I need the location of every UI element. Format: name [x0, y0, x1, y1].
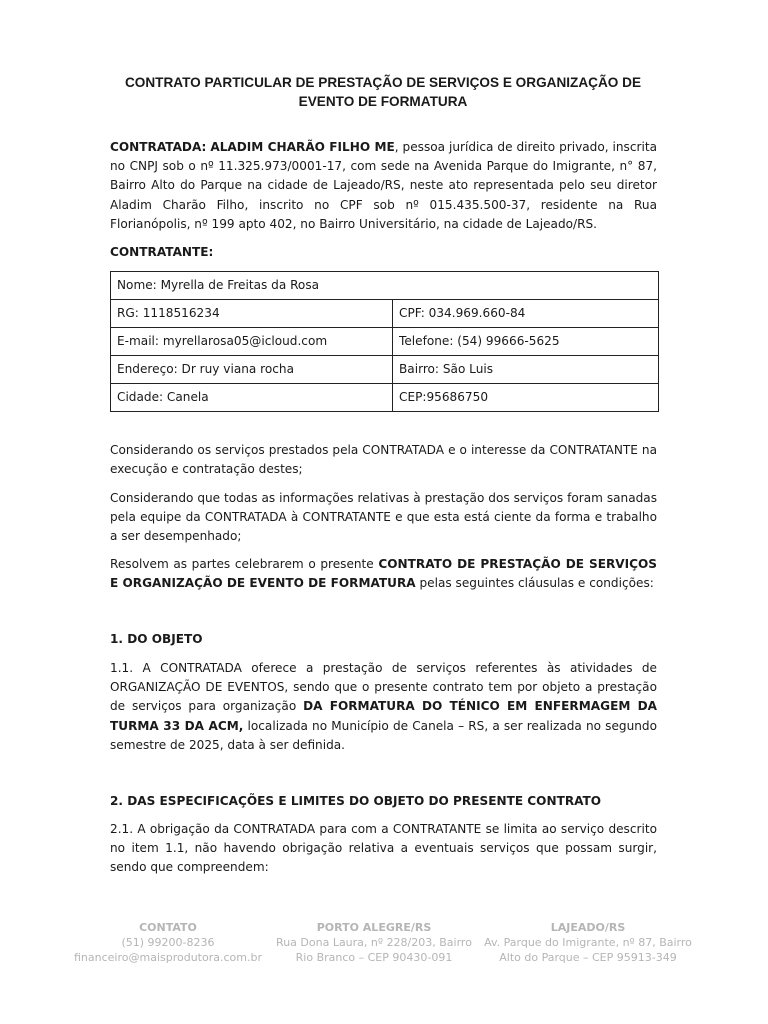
- considerando-paragraph-1: Considerando os serviços prestados pela CONTRATADA e o interesse da CONTRATANTE na execução e contratação destes;: [110, 443, 657, 477]
- footer-contato: [60, 920, 276, 965]
- section-1-paragraph: [110, 659, 657, 755]
- contratante-table: [110, 271, 659, 412]
- contratada-text: , pessoa jurídica de direito privado, inscrita no CNPJ sob o nº 11.325.973/0001-17, com sede na Avenida Parque do Imigrante, n° 87, Bairro Alto do Parque na cidade de Lajeado/RS, neste ato representada pelo seu diretor Aladim Charão Filho, inscrito no CPF sob nº 015.435.500-37, residente na Rua Florianópolis, nº 199 apto 402, no Bairro Universitário, na cidade de Lajeado/RS.: [110, 140, 657, 231]
- contratada-label: CONTRATADA:: [110, 140, 207, 154]
- resolvem-pre: Resolvem as partes celebrarem o presente: [110, 557, 379, 571]
- resolvem-post: pelas seguintes cláusulas e condições:: [415, 576, 654, 591]
- contratante-label: CONTRATANTE:: [110, 245, 214, 259]
- contratada-paragraph: [110, 138, 657, 234]
- email-cell: E-mail: myrellarosa05@icloud.com: [111, 328, 393, 356]
- page-footer: [0, 920, 768, 972]
- footer-contato-heading: CONTATO: [139, 921, 197, 934]
- considerando-paragraph-2: Considerando que todas as informações relativas à prestação dos serviços foram sanadas pela equipe da CONTRATADA à CONTRATANTE e que esta está ciente da forma e trabalho a ser desempenhado;: [110, 491, 657, 544]
- footer-contato-phone: (51) 99200-8236: [121, 936, 215, 949]
- footer-lajeado-line-2: Alto do Parque – CEP 95913-349: [499, 951, 677, 964]
- section-2-heading: 2. DAS ESPECIFICAÇÕES E LIMITES DO OBJETO DO PRESENTE CONTRATO: [110, 794, 602, 808]
- footer-lajeado-heading: LAJEADO/RS: [550, 921, 626, 934]
- document-title: [100, 73, 666, 111]
- section-1-text-post: localizada no Município de Canela – RS, a ser realizada no segundo semestre de 2025, data à ser definida.: [110, 718, 658, 752]
- title-line-1: CONTRATO PARTICULAR DE PRESTAÇÃO DE SERVIÇOS E ORGANIZAÇÃO DE: [124, 75, 642, 90]
- nome-cell: Nome: Myrella de Freitas da Rosa: [111, 272, 659, 300]
- table-row: [111, 328, 659, 356]
- footer-contato-email: financeiro@maisprodutora.com.br: [74, 951, 262, 964]
- footer-porto-alegre: [276, 920, 472, 965]
- title-line-2: EVENTO DE FORMATURA: [298, 94, 468, 109]
- footer-lajeado-line-1: Av. Parque do Imigrante, nº 87, Bairro: [484, 936, 692, 949]
- section-1-heading: 1. DO OBJETO: [110, 632, 203, 646]
- bairro-cell: Bairro: São Luis: [393, 356, 659, 384]
- telefone-cell: Telefone: (54) 99666-5625: [393, 328, 659, 356]
- cep-cell: CEP:95686750: [393, 384, 659, 412]
- footer-porto-alegre-heading: PORTO ALEGRE/RS: [316, 921, 432, 934]
- table-row: [111, 300, 659, 328]
- resolvem-paragraph: [110, 555, 657, 593]
- table-row: [111, 384, 659, 412]
- resolvem-contract-name: CONTRATO DE PRESTAÇÃO DE SERVIÇOS E ORGANIZAÇÃO DE EVENTO DE FORMATURA: [110, 557, 658, 591]
- footer-lajeado: [482, 920, 694, 965]
- table-row: [111, 272, 659, 300]
- rg-cell: RG: 1118516234: [111, 300, 393, 328]
- footer-porto-alegre-line-2: Rio Branco – CEP 90430-091: [295, 951, 453, 964]
- section-1-event-name: DA FORMATURA DO TÉNICO EM ENFERMAGEM DA TURMA 33 DA ACM,: [110, 699, 657, 733]
- section-1-text-pre: 1.1. A CONTRATADA oferece a prestação de serviços referentes às atividades de ORGANIZAÇÃO DE EVENTOS, sendo que o presente contrato tem por objeto a prestação de serviços para organização: [110, 661, 657, 714]
- section-2-paragraph: 2.1. A obrigação da CONTRATADA para com a CONTRATANTE se limita ao serviço descrito no item 1.1, não havendo obrigação relativa a eventuais serviços que possam surgir, sendo que compreendem:: [110, 822, 657, 875]
- cidade-cell: Cidade: Canela: [111, 384, 393, 412]
- contratada-name: ALADIM CHARÃO FILHO ME: [210, 140, 395, 154]
- cpf-cell: CPF: 034.969.660-84: [393, 300, 659, 328]
- footer-porto-alegre-line-1: Rua Dona Laura, nº 228/203, Bairro: [276, 936, 472, 949]
- table-row: [111, 356, 659, 384]
- endereco-cell: Endereço: Dr ruy viana rocha: [111, 356, 393, 384]
